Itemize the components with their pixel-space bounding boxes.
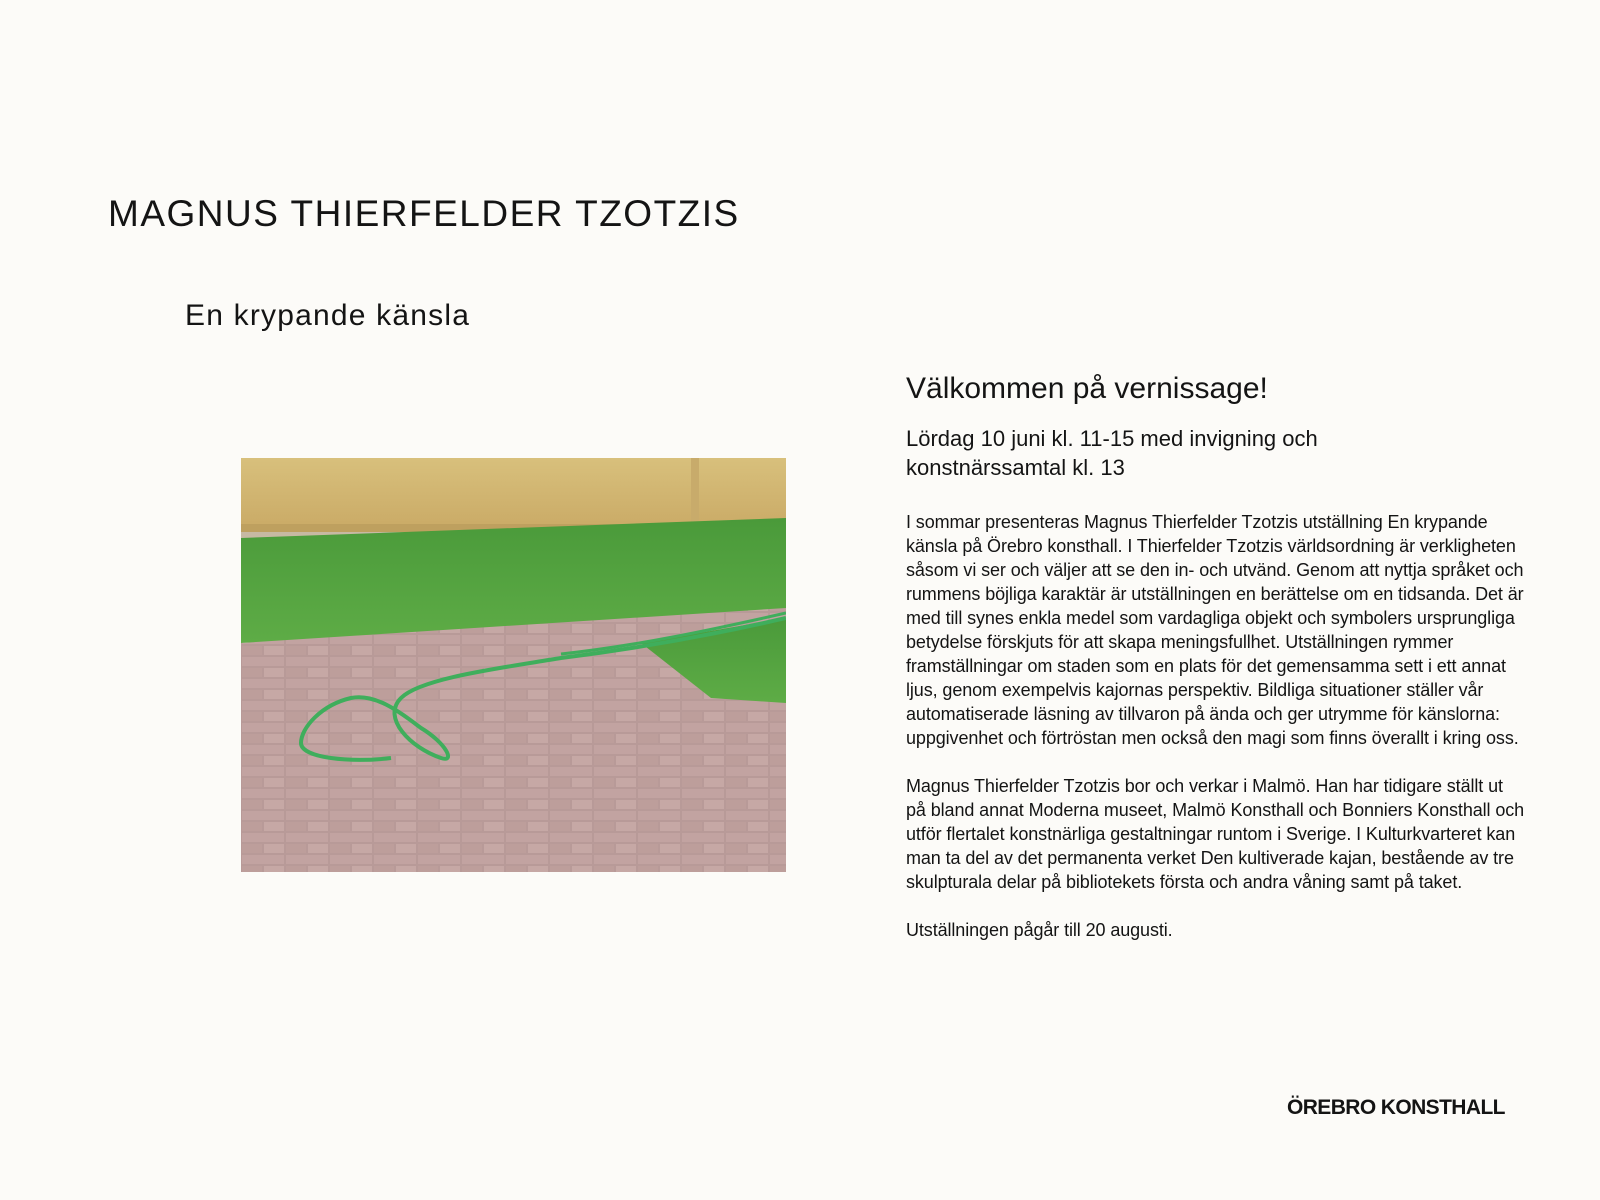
konsthall-logo: ÖREBRO KONSTHALL [1287, 1096, 1505, 1119]
description-paragraph-1: I sommar presenteras Magnus Thierfelder Tzotzis utställning En krypande känsla på Örebro konsthall. I Thierfelder Tzotzis världsordning är verkligheten såsom vi ser och väljer att se den in- och utvänd. Genom att nyttja språket och rummens böjliga karaktär är utställningen en berättelse om en tidsanda. Det är med till synes enkla medel som vardagliga objekt och symbolers ursprungliga betydelse förskjuts för att skapa meningsfullhet. Utställningen rymmer framställningar om staden som en plats för det gemensamma sett i ett annat ljus, genom exempelvis kajornas perspektiv. Bildliga situationer ställer vår automatiserade läsning av tillvaron på ända och ger utrymme för känslorna: uppgivenhet och förtröstan men också den magi som finns överallt i kring oss. [906, 511, 1524, 748]
garden-hose-photo-icon [241, 458, 786, 872]
event-details [906, 424, 1526, 482]
description-paragraph-2: Magnus Thierfelder Tzotzis bor och verkar i Malmö. Han har tidigare ställt ut på bland annat Moderna museet, Malmö Konsthall och Bonniers Konsthall och utför flertalet konstnärliga gestaltningar runtom i Sverige. I Kulturkvarteret kan man ta del av det permanenta verket Den kultiverade kajan, bestående av tre skulpturala delar på bibliotekets första och andra våning samt på taket. [906, 775, 1525, 892]
invitation-column [906, 370, 1526, 966]
welcome-heading: Välkommen på vernissage! [906, 372, 1268, 405]
event-line-1: Lördag 10 juni kl. 11-15 med invigning och [906, 425, 1318, 451]
exhibition-title: En krypande känsla [185, 299, 471, 332]
artist-name: MAGNUS THIERFELDER TZOTZIS [108, 193, 740, 234]
description-paragraph-3: Utställningen pågår till 20 augusti. [906, 919, 1173, 940]
event-line-2: konstnärssamtal kl. 13 [906, 454, 1125, 480]
exhibition-photo [241, 458, 786, 872]
